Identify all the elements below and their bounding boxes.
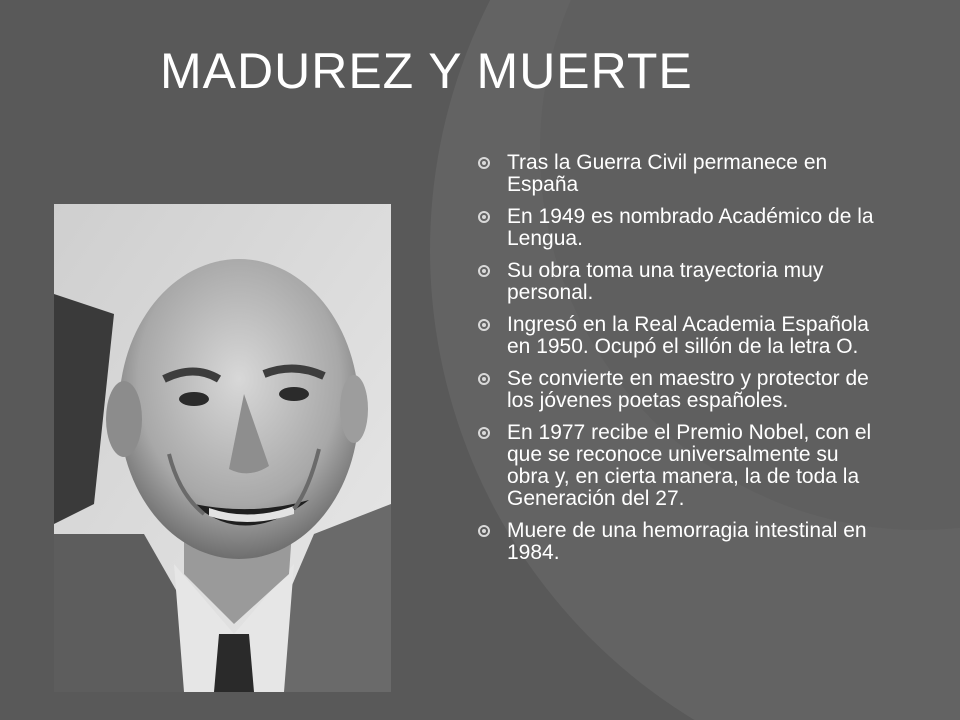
circle-bullet-icon [478,211,490,223]
portrait-image [54,204,391,692]
circle-bullet-icon [478,427,490,439]
list-item [478,422,878,510]
circle-bullet-icon [478,157,490,169]
bullet-text: En 1977 recibe el Premio Nobel, con el que se reconoce universalmente su obra y, en cierta manera, la de toda la Generación del 27. [507,421,872,510]
bullet-text: Muere de una hemorragia intestinal en 1984. [507,519,867,564]
circle-bullet-icon [478,265,490,277]
slide-title: MADUREZ Y MUERTE [160,43,693,99]
list-item [478,206,878,250]
bullet-list [478,152,878,574]
list-item [478,520,878,564]
bullet-text: Tras la Guerra Civil permanece en España [507,151,828,196]
list-item [478,152,878,196]
bullet-text: Se convierte en maestro y protector de los jóvenes poetas españoles. [507,367,869,412]
list-item [478,314,878,358]
list-item [478,260,878,304]
bullet-text: En 1949 es nombrado Académico de la Lengua. [507,205,874,250]
circle-bullet-icon [478,319,490,331]
circle-bullet-icon [478,373,490,385]
circle-bullet-icon [478,525,490,537]
list-item [478,368,878,412]
bullet-text: Su obra toma una trayectoria muy personal. [507,259,824,304]
bullet-text: Ingresó en la Real Academia Española en 1950. Ocupó el sillón de la letra O. [507,313,869,358]
portrait-photo [54,204,391,692]
